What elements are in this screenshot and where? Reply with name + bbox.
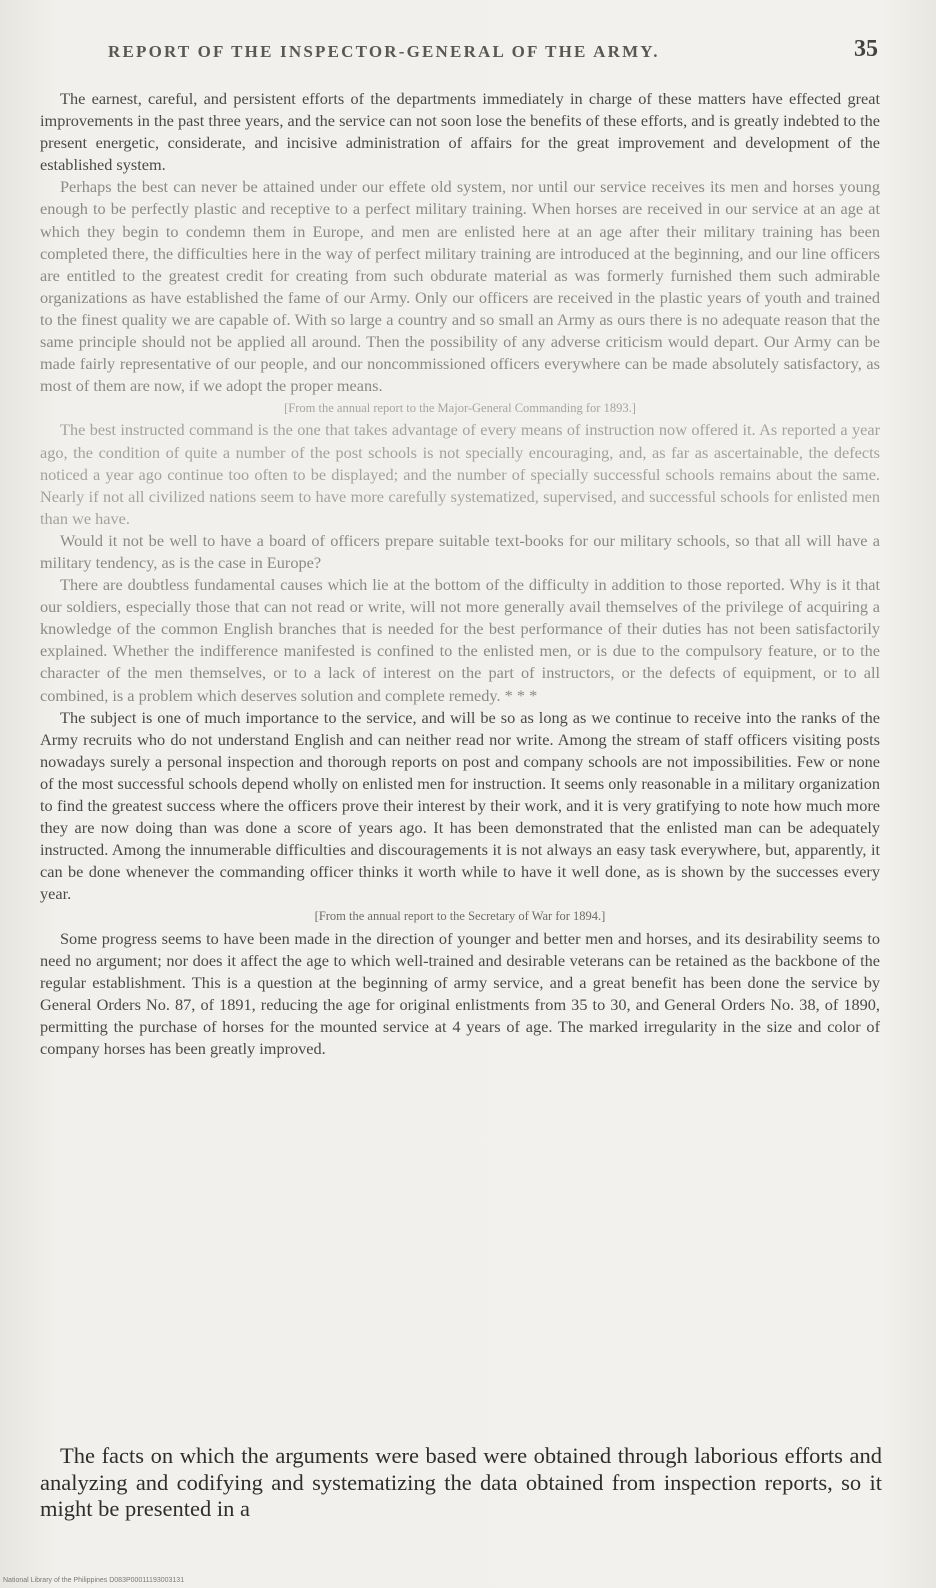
paragraph: The best instructed command is the one that takes advantage of every means of instruction now offered it. As reported a year ago, the condition of quite a number of the post schools is not specially encouraging, and, as far as ascertainable, the defects noticed a year ago continue too often to be displayed; and the number of specially successful schools remains about the same. Nearly if not all civilized nations seem to have more carefully systematized, supervised, and successful schools for enlisted men than we have. [40,420,880,528]
paragraph: Some progress seems to have been made in the direction of younger and better men and horses, and its desirability seems to need no argument; nor does it affect the age to which well-trained and desirable veterans can be retained as the backbone of the regular establishment. This is a question at the beginning of army service, and a great benefit has been done the service by General Orders No. 87, of 1891, reducing the age for original enlistments from 35 to 30, and General Orders No. 38, of 1890, permitting the purchase of horses for the mounted service at 4 years of age. The marked irregularity in the size and color of company horses has been greatly improved. [40,928,880,1059]
scan-footer: National Library of the Philippines D083P00011193003131 [3,1577,185,1584]
body-text [40,88,880,1060]
paragraph: Perhaps the best can never be attained under our effete old system, nor until our service receives its men and horses young enough to be perfectly plastic and receptive to a perfect military training. When horses are received in our service at an age at which they begin to condemn them in Europe, and men are enlisted here at an age after their military training has been completed there, the difficulties here in the way of perfect military training are introduced at the beginning, and our line officers are entitled to the greatest credit for creating from such obdurate material as was formerly furnished them such admirable organizations as have established the fame of our Army. Only our officers are received in the plastic years of youth and trained to the finest quality we are capable of. With so large a country and so small an Army as ours there is no adequate reason that the same principle should not be applied all around. Then the possibility of any adverse criticism would depart. Our Army can be made fairly representative of our people, and our noncommissioned officers everywhere can be made absolutely satisfactory, as most of them are now, if we adopt the proper means. [40,177,880,396]
page-number: 35 [854,36,878,62]
running-title: REPORT OF THE INSPECTOR-GENERAL OF THE ARMY. [108,42,660,61]
closing-paragraph [40,1443,882,1523]
paragraph: The facts on which the arguments were based were obtained through laborious efforts and analyzing and codifying and systematizing the data obtained from inspection reports, so it might be presented in a [40,1443,882,1521]
page-header [108,36,878,66]
paragraph: The subject is one of much importance to the service, and will be so as long as we continue to receive into the ranks of the Army recruits who do not understand English and can neither read nor write. Among the stream of staff officers visiting posts nowadays surely a personal inspection and thorough reports on post and company schools are not impossibilities. Few or none of the most successful schools depend wholly on enlisted men for instruction. It seems only reasonable in a military organization to find the greatest success where the officers prove their interest by their work, and it is very gratifying to note how much more they are now doing than was done a score of years ago. It has been demonstrated that the enlisted man can be adequately instructed. Among the innumerable difficulties and discouragements it is not always an easy task everywhere, but, apparently, it can be done whenever the commanding officer thinks it worth while to have it well done, as is shown by the successes every year. [40,707,880,904]
section-heading: [From the annual report to the Secretary of War for 1894.] [314,909,606,924]
paragraph: Would it not be well to have a board of officers prepare suitable text-books for our military schools, so that all will have a military tendency, as is the case in Europe? [40,530,880,572]
paragraph: There are doubtless fundamental causes which lie at the bottom of the difficulty in addition to those reported. Why is it that our soldiers, especially those that can not read or write, will not more generally avail themselves of the privilege of acquiring a knowledge of the common English branches that is needed for the best performance of their duties has not been satisfactorily explained. Whether the indifference manifested is confined to the enlisted men, or is due to the compulsory feature, or to the character of the men themselves, or to a lack of interest on the part of instructors, or the defects of equipment, or to all combined, is a problem which deserves solution and complete remedy. * * * [40,575,880,705]
section-heading: [From the annual report to the Major-General Commanding for 1893.] [284,401,636,416]
paragraph: The earnest, careful, and persistent efforts of the departments immediately in charge of these matters have effected great improvements in the past three years, and the service can not soon lose the benefits of these efforts, and is greatly indebted to the present energetic, considerate, and incisive administration of affairs for the great improvement and development of the established system. [40,89,880,175]
